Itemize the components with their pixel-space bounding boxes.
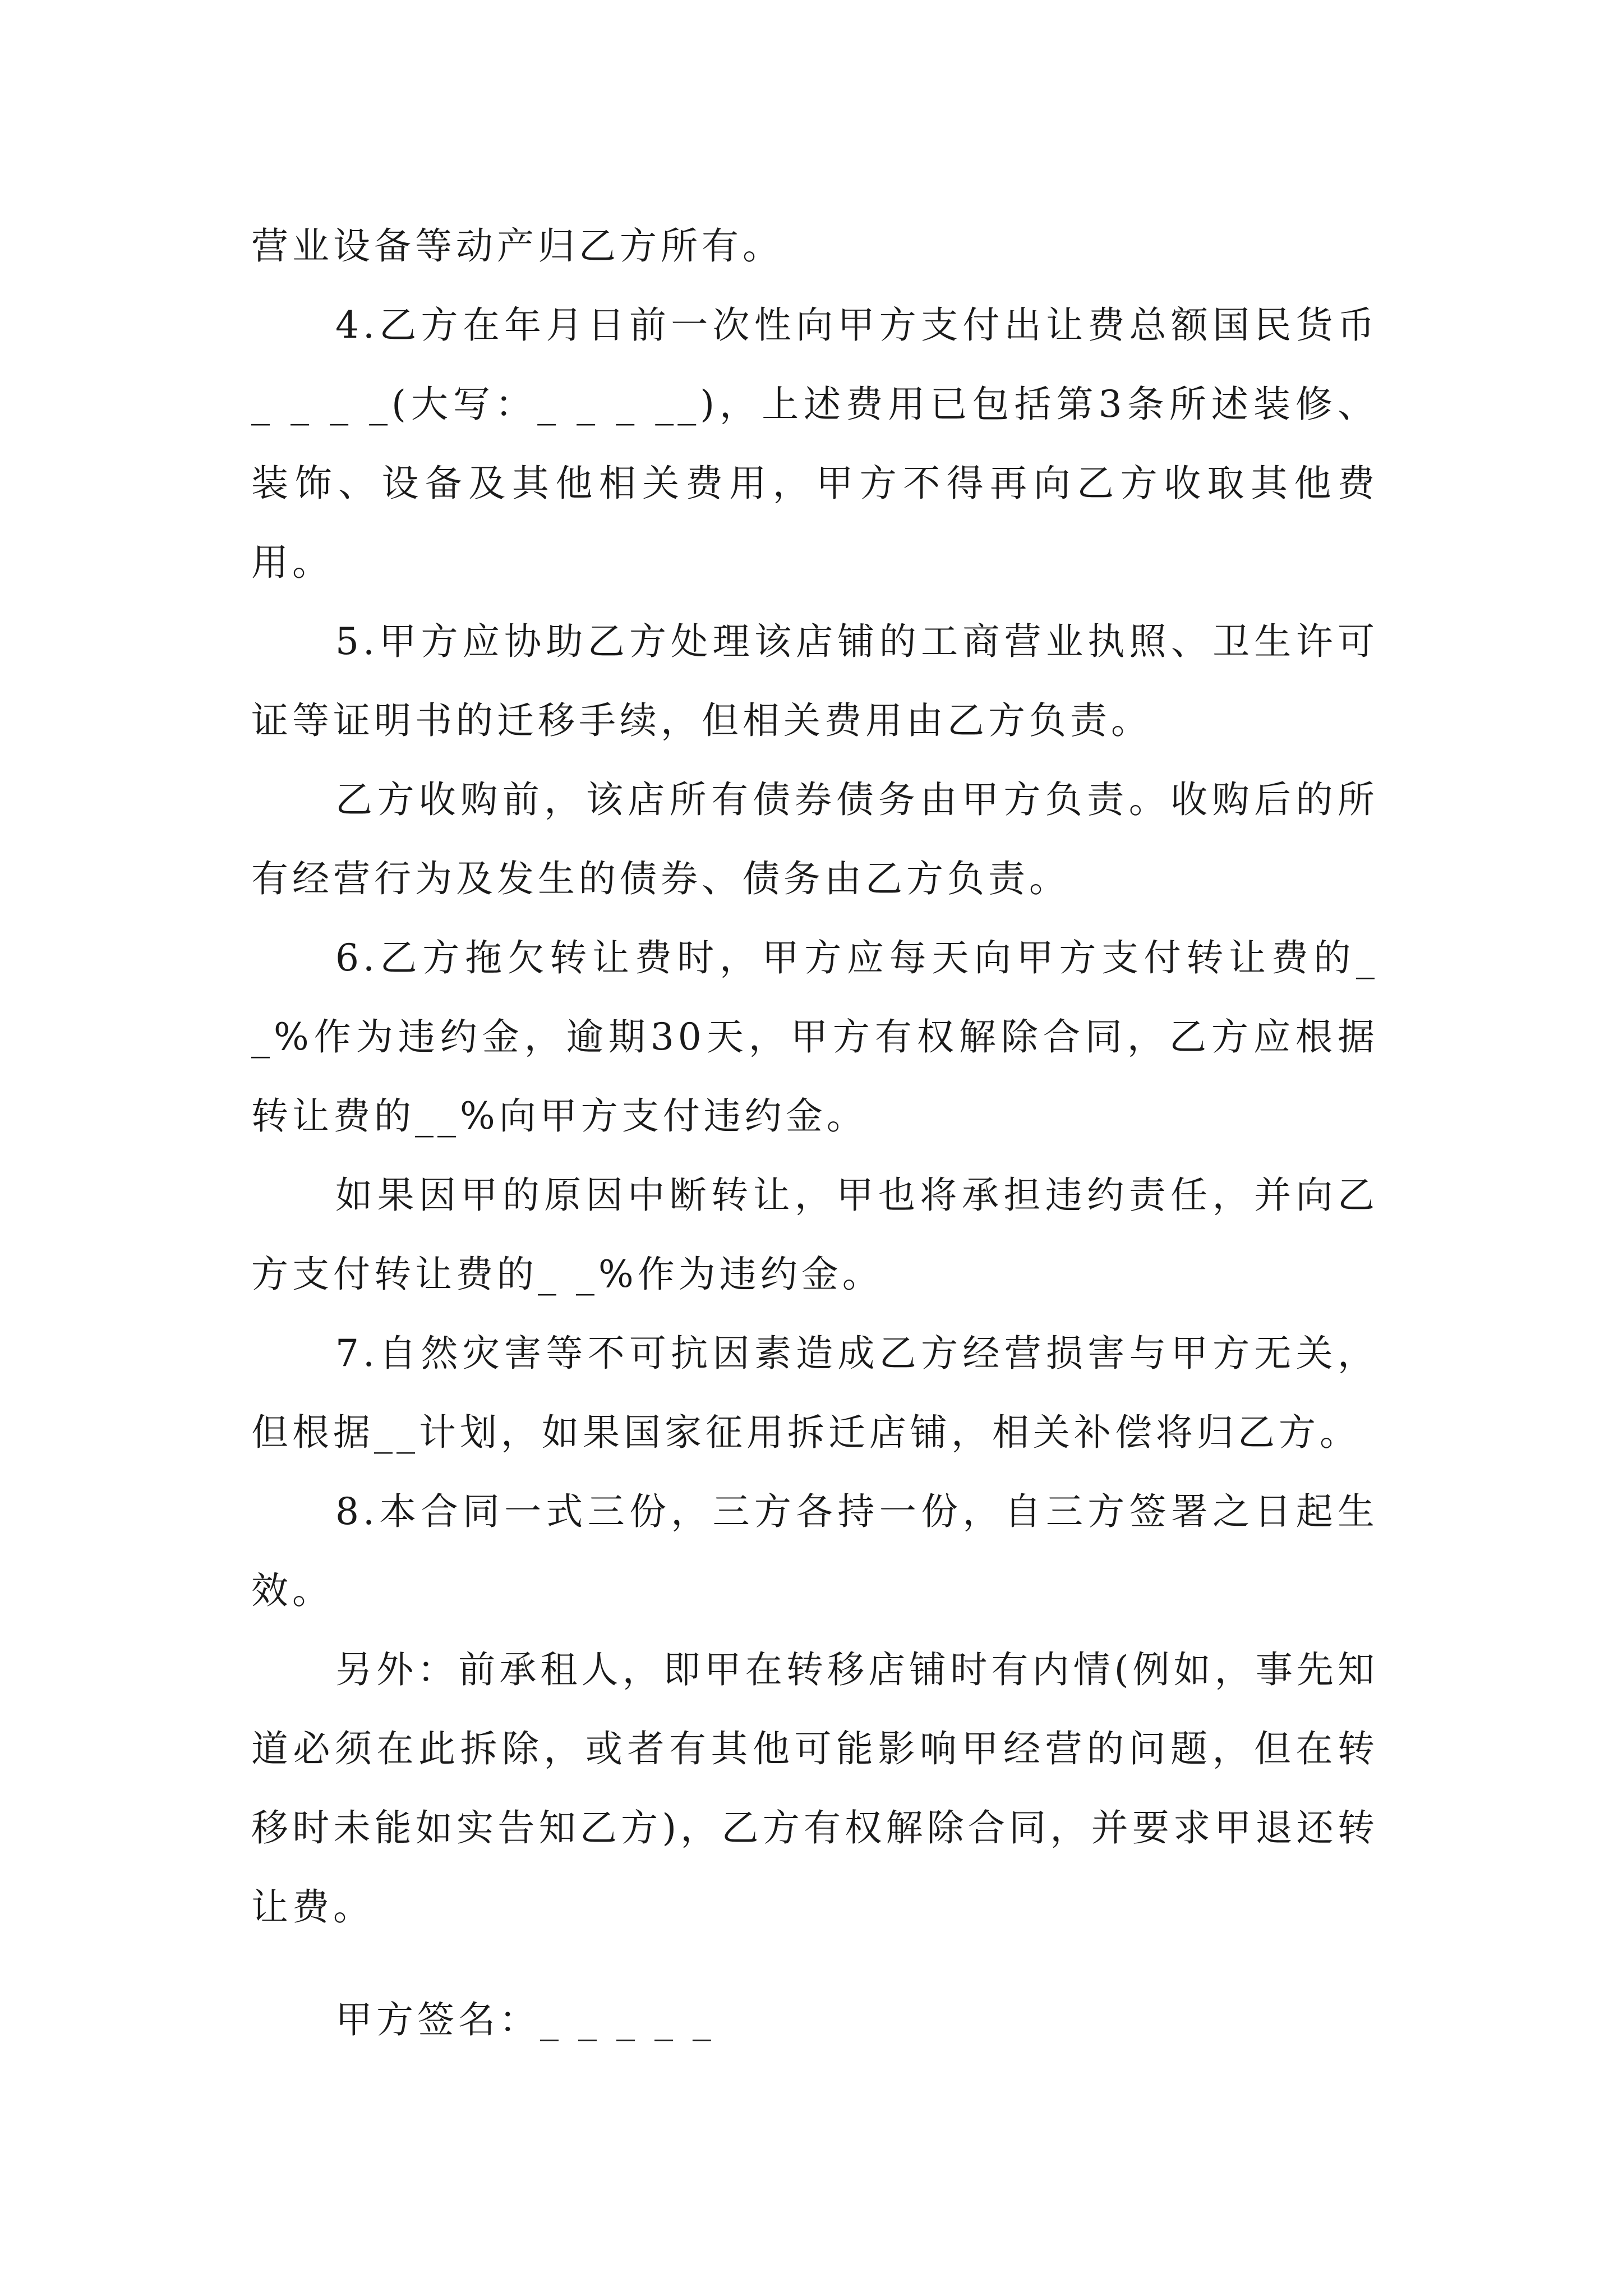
document-body — [251, 206, 1394, 2059]
paragraph-1: 营业设备等动产归乙方所有。 — [251, 224, 783, 268]
paragraph-debt-responsibility: 乙方收购前，该店所有债券债务由甲方负责。收购后的所有经营行为及发生的债券、债务由乙方负责。 — [251, 778, 1378, 900]
paragraph-clause-6: 6.乙方拖欠转让费时，甲方应每天向甲方支付转让费的_ _%作为违约金，逾期30天，甲方有权解除合同，乙方应根据转让费的__%向甲方支付违约金。 — [251, 936, 1394, 1138]
paragraph-clause-8: 8.本合同一式三份，三方各持一份，自三方签署之日起生效。 — [251, 1490, 1378, 1612]
paragraph-clause-5: 5.甲方应协助乙方处理该店铺的工商营业执照、卫生许可证等证明书的迁移手续，但相关费用由乙方负责。 — [251, 620, 1378, 742]
paragraph-breach: 如果因甲的原因中断转让，甲也将承担违约责任，并向乙方支付转让费的_ _%作为违约金。 — [251, 1174, 1378, 1296]
paragraph-additional: 另外：前承租人，即甲在转移店铺时有内情(例如，事先知道必须在此拆除，或者有其他可能影响甲经营的问题，但在转移时未能如实告知乙方)，乙方有权解除合同，并要求甲退还转让费。 — [251, 1648, 1378, 1929]
signature-line-party-a: 甲方签名：_ _ _ _ _ — [335, 1998, 715, 2041]
paragraph-clause-7: 7.自然灾害等不可抗因素造成乙方经营损害与甲方无关，但根据__计划，如果国家征用拆迁店铺，相关补偿将归乙方。 — [251, 1332, 1378, 1454]
paragraph-clause-4: 4.乙方在年月日前一次性向甲方支付出让费总额国民货币_ _ _ _(大写：_ _ _ __)，上述费用已包括第3条所述装修、装饰、设备及其他相关费用，甲方不得再向乙方收取其他费用。 — [251, 303, 1378, 584]
